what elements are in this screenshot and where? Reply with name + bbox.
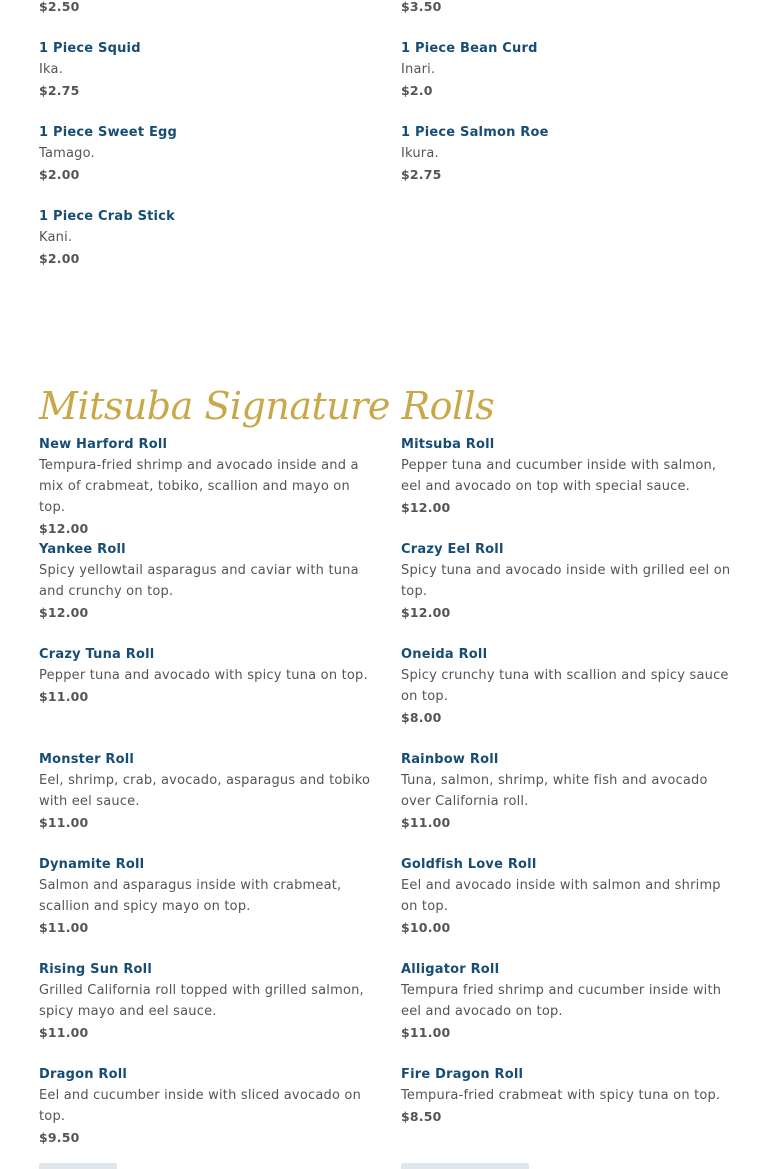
section-title: Mitsuba Signature Rolls [39, 384, 495, 428]
menu-item [39, 206, 374, 269]
menu-item [401, 749, 736, 833]
menu-item [39, 1064, 374, 1148]
item-price: $11.00 [39, 689, 89, 704]
item-description: Inari. [401, 62, 436, 77]
item-description: Salmon and asparagus inside with crabmeat, scallion and spicy mayo on top. [39, 878, 342, 914]
menu-item [39, 38, 374, 101]
item-name: Crazy Eel Roll [401, 542, 504, 557]
item-price: $8.50 [401, 1109, 442, 1124]
item-description: Tempura-fried crabmeat with spicy tuna on top. [401, 1088, 721, 1103]
item-price: $11.00 [39, 815, 89, 830]
item-name: 1 Piece Squid [39, 41, 141, 56]
menu-item [39, 122, 374, 185]
item-price: $12.00 [39, 605, 89, 620]
item-price: $2.50 [39, 0, 80, 14]
item-name: Dragon Roll [39, 1067, 128, 1082]
menu-item [401, 38, 736, 101]
item-description: Tempura-fried shrimp and avocado inside and a mix of crabmeat, tobiko, scallion and mayo on top. [39, 458, 359, 515]
item-description: Pepper tuna and cucumber inside with salmon, eel and avocado on top with special sauce. [401, 458, 717, 494]
item-description: Eel and cucumber inside with sliced avocado on top. [39, 1088, 362, 1124]
item-description: Eel, shrimp, crab, avocado, asparagus and tobiko with eel sauce. [39, 773, 371, 809]
item-name: Rainbow Roll [401, 752, 499, 767]
item-name: Rising Sun Roll [39, 962, 152, 977]
item-price: $12.00 [401, 500, 451, 515]
item-description: Tuna, salmon, shrimp, white fish and avocado over California roll. [401, 773, 708, 809]
menu-item [401, 434, 736, 518]
item-name: 1 Piece Salmon Roe [401, 125, 549, 140]
item-name: New Harford Roll [39, 437, 168, 452]
item-name: Alligator Roll [401, 962, 500, 977]
item-name: Yankee Roll [39, 542, 126, 557]
item-description: Spicy tuna and avocado inside with grilled eel on top. [401, 563, 731, 599]
item-name: Mitsuba Roll [401, 437, 495, 452]
item-price: $11.00 [39, 920, 89, 935]
item-description: Pepper tuna and avocado with spicy tuna on top. [39, 668, 368, 683]
item-price: $11.00 [401, 1025, 451, 1040]
item-price: $11.00 [401, 815, 451, 830]
item-name: Monster Roll [39, 752, 135, 767]
item-description: Tamago. [39, 146, 95, 161]
item-price: $2.00 [39, 167, 80, 182]
item-description: Tempura fried shrimp and cucumber inside with eel and avocado on top. [401, 983, 722, 1019]
item-price: $2.75 [401, 167, 442, 182]
cut-off-next-item [401, 1161, 736, 1169]
item-price: $11.00 [39, 1025, 89, 1040]
item-price: $12.00 [39, 521, 89, 536]
menu-item [39, 539, 374, 623]
menu-item [39, 644, 374, 707]
item-description: Grilled California roll topped with grilled salmon, spicy mayo and eel sauce. [39, 983, 364, 1019]
item-description: Eel and avocado inside with salmon and shrimp on top. [401, 878, 721, 914]
menu-item [39, 959, 374, 1043]
item-name: 1 Piece Sweet Egg [39, 125, 178, 140]
item-name: Fire Dragon Roll [401, 1067, 524, 1082]
menu-item [401, 539, 736, 623]
item-price: $2.0 [401, 83, 433, 98]
menu-item [401, 122, 736, 185]
menu-item [39, 749, 374, 833]
item-name: Crazy Tuna Roll [39, 647, 155, 662]
item-description: Spicy yellowtail asparagus and caviar with tuna and crunchy on top. [39, 563, 359, 599]
item-description: Kani. [39, 230, 73, 245]
item-name: 1 Piece Crab Stick [39, 209, 175, 224]
menu-item [39, 854, 374, 938]
item-name: 1 Piece Bean Curd [401, 41, 538, 56]
item-name: Goldfish Love Roll [401, 857, 537, 872]
menu-item [401, 854, 736, 938]
item-description: Ika. [39, 62, 64, 77]
item-price: $12.00 [401, 605, 451, 620]
item-name: Dynamite Roll [39, 857, 145, 872]
cut-off-text-left [39, 1163, 117, 1169]
item-price: $3.50 [401, 0, 442, 14]
menu-item [401, 1064, 736, 1127]
item-name: Oneida Roll [401, 647, 488, 662]
item-price: $2.00 [39, 251, 80, 266]
item-description: Spicy crunchy tuna with scallion and spicy sauce on top. [401, 668, 729, 704]
menu-item [401, 644, 736, 728]
item-description: Ikura. [401, 146, 439, 161]
item-price: $2.75 [39, 83, 80, 98]
item-price: $8.00 [401, 710, 442, 725]
menu-item [39, 434, 374, 539]
cut-off-text-right [401, 1163, 529, 1169]
menu-item [401, 959, 736, 1043]
cut-off-next-item [39, 1161, 374, 1169]
item-price: $10.00 [401, 920, 451, 935]
item-price: $9.50 [39, 1130, 80, 1145]
